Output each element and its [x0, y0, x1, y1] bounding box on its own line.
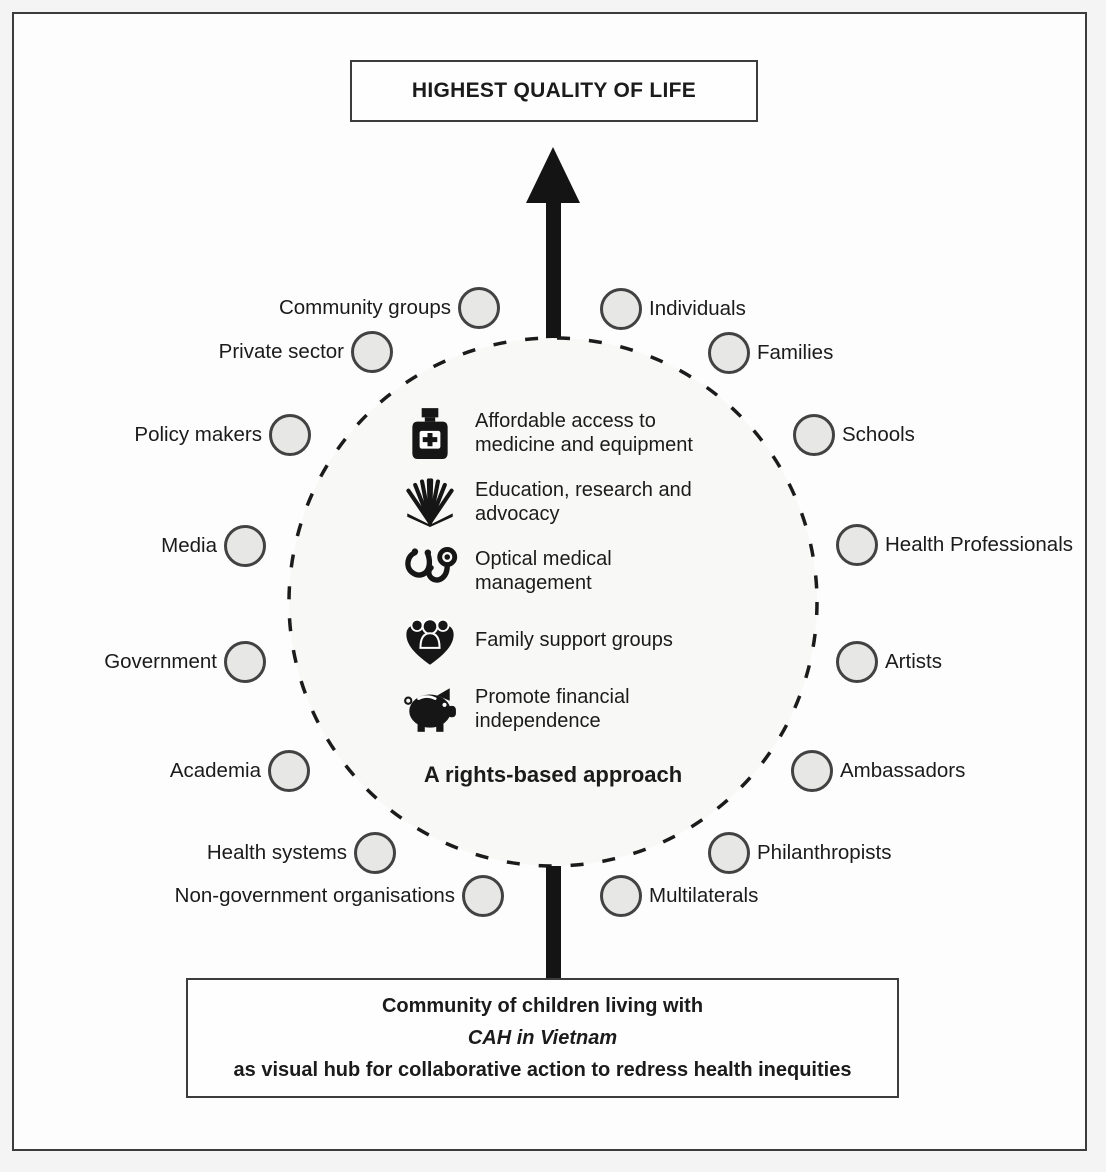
hub-item-label: Family support groups [475, 628, 673, 651]
stakeholder-label: Media [161, 534, 217, 557]
stakeholder-label: Multilaterals [649, 884, 759, 907]
stakeholder-private-sector [219, 331, 393, 373]
stakeholder-ambassadors [791, 750, 965, 792]
stakeholder-label: Families [757, 341, 834, 364]
stakeholder-label: Ambassadors [840, 759, 966, 782]
stakeholder-circle [791, 750, 833, 792]
up-arrow-icon [526, 147, 580, 203]
stakeholder-schools [793, 414, 915, 456]
bottom-connector-bar [546, 866, 561, 979]
family-support-icon [402, 613, 458, 667]
stakeholder-individuals [600, 288, 746, 330]
stakeholder-circle [351, 331, 393, 373]
stakeholder-circle [793, 414, 835, 456]
stakeholder-label: Artists [885, 650, 942, 673]
stakeholder-circle [600, 288, 642, 330]
stakeholder-artists [836, 641, 942, 683]
hub-item-financial [402, 680, 732, 738]
hub-item-medicine [402, 404, 732, 462]
hub-item-education [402, 473, 732, 531]
hub-item-medical-management [402, 542, 732, 600]
stakeholder-circle [462, 875, 504, 917]
stakeholder-multilaterals [600, 875, 758, 917]
open-book-icon [402, 477, 458, 527]
bottom-caption-line1: Community of children living with [381, 995, 704, 1017]
stakeholder-media [161, 525, 266, 567]
stakeholder-circle [836, 524, 878, 566]
stakeholder-health-professionals [836, 524, 1073, 566]
stakeholder-policy-makers [134, 414, 311, 456]
stakeholder-community-groups [279, 287, 500, 329]
up-arrow-shaft [546, 201, 561, 341]
stakeholder-circle [708, 832, 750, 874]
bottom-caption-line2: CAH in Vietnam [467, 1027, 618, 1049]
bottom-caption-line3: as visual hub for collaborative action to redress health inequities [233, 1059, 852, 1081]
medicine-bottle-icon [402, 406, 458, 460]
stakeholder-non-government-organisations [175, 875, 504, 917]
stakeholder-label: Individuals [649, 297, 746, 320]
stakeholder-circle [269, 414, 311, 456]
stakeholder-government [104, 641, 266, 683]
stakeholder-label: Health Professionals [885, 533, 1074, 556]
stakeholder-label: Private sector [218, 340, 344, 363]
hub-item-label: Affordable access to medicine and equipment [475, 409, 693, 456]
stakeholder-families [708, 332, 833, 374]
stakeholder-label: Community groups [278, 296, 451, 319]
stakeholder-label: Academia [169, 759, 261, 782]
stakeholder-label: Government [104, 650, 217, 673]
stakeholder-circle [600, 875, 642, 917]
hub-caption: A rights-based approach [423, 762, 683, 787]
hub-item-label: Promote financial independence [475, 685, 630, 732]
stethoscope-icon [402, 544, 458, 598]
stakeholder-label: Policy makers [134, 423, 262, 446]
stakeholder-circle [268, 750, 310, 792]
stakeholder-academia [170, 750, 310, 792]
stakeholder-philanthropists [708, 832, 891, 874]
stakeholder-circle [708, 332, 750, 374]
stakeholder-circle [836, 641, 878, 683]
stakeholder-circle [224, 641, 266, 683]
stakeholder-label: Non-government organisations [174, 884, 455, 907]
top-goal-box [350, 60, 758, 122]
stakeholder-circle [224, 525, 266, 567]
hub-item-label: Education, research and advocacy [475, 478, 692, 525]
stakeholder-health-systems [207, 832, 396, 874]
hub-item-family-support [402, 611, 732, 669]
stakeholder-label: Schools [842, 423, 915, 446]
stakeholder-circle [354, 832, 396, 874]
hub-content [402, 404, 732, 749]
stakeholder-circle [458, 287, 500, 329]
stakeholder-label: Philanthropists [757, 841, 892, 864]
top-goal-label: HIGHEST QUALITY OF LIFE [411, 79, 697, 102]
bottom-caption-box [186, 978, 899, 1098]
hub-item-label: Optical medical management [475, 547, 612, 594]
stakeholder-label: Health systems [206, 841, 347, 864]
piggy-bank-icon [402, 684, 458, 734]
